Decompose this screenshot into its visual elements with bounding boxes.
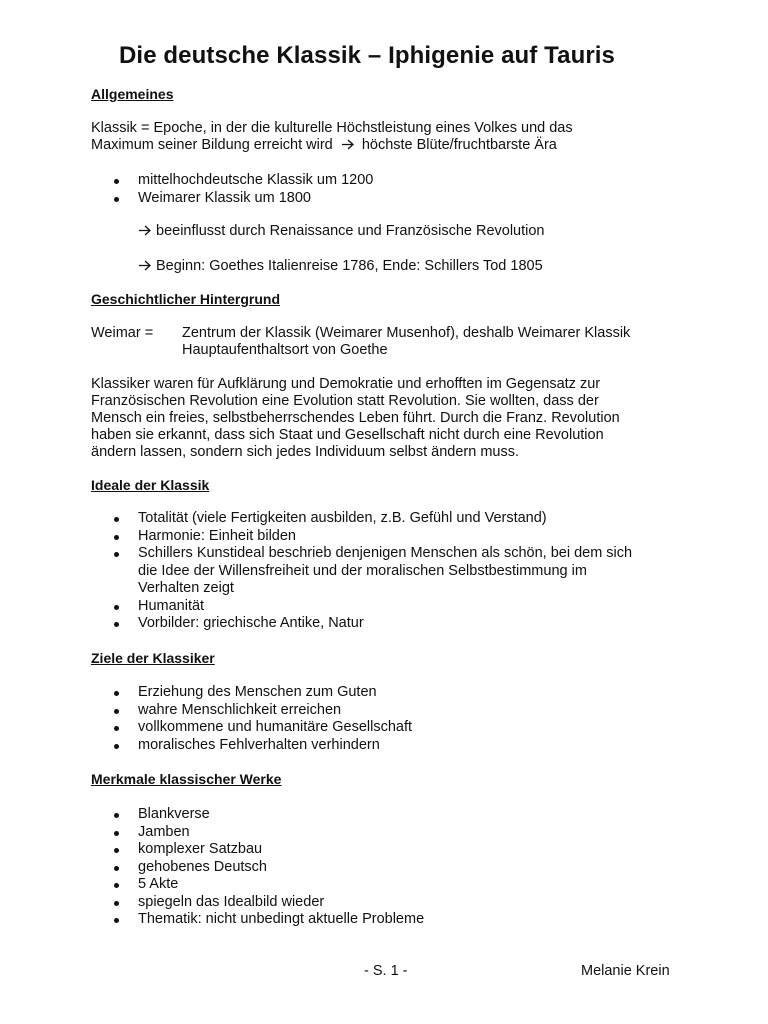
list-item: spiegeln das Idealbild wieder: [91, 894, 424, 912]
klassik-definition-line2: [91, 137, 557, 154]
list-item: Blankverse: [91, 806, 424, 824]
heading-merkmale: Merkmale klassischer Werke: [91, 771, 282, 787]
list-item: mittelhochdeutsche Klassik um 1200: [91, 172, 373, 190]
arrow-right-icon: [138, 260, 152, 271]
list-item: 5 Akte: [91, 876, 424, 894]
bullet-icon: [114, 744, 119, 749]
definition-line2-b: höchste Blüte/fruchtbarste Ära: [361, 137, 557, 153]
paragraph-line: haben sie erkannt, dass sich Staat und Gesellschaft nicht durch eine Revolution: [91, 427, 604, 443]
heading-geschichte: Geschichtlicher Hintergrund: [91, 291, 281, 307]
list-item: Weimarer Klassik um 1800: [91, 190, 373, 208]
heading-allgemeines: Allgemeines: [91, 86, 174, 102]
bullet-icon: [114, 605, 119, 610]
bullet-icon: [114, 883, 119, 888]
list-item-continuation: die Idee der Willensfreiheit und der moralischen Selbstbestimmung im: [138, 562, 587, 579]
bullet-icon: [114, 622, 119, 627]
list-item: Humanität: [91, 598, 632, 616]
list-item: Schillers Kunstideal beschrieb denjenigen Menschen als schön, bei dem sich: [91, 545, 632, 563]
heading-ziele: Ziele der Klassiker: [91, 650, 215, 666]
list-item: Jamben: [91, 824, 424, 842]
list-item: Harmonie: Einheit bilden: [91, 528, 632, 546]
definition-line1: Zentrum der Klassik (Weimarer Musenhof), deshalb Weimarer Klassik: [182, 325, 631, 341]
page-number: - S. 1 -: [364, 963, 408, 979]
bullet-icon: [114, 918, 119, 923]
arrow-note-influence: beeinflusst durch Renaissance und Französische Revolution: [138, 223, 545, 240]
list-item: moralisches Fehlverhalten verhindern: [91, 737, 412, 755]
bullet-icon: [114, 552, 119, 557]
list-item: Vorbilder: griechische Antike, Natur: [91, 615, 632, 633]
paragraph-line: Französischen Revolution eine Evolution statt Revolution. Sie wollten, dass der: [91, 393, 599, 409]
list-item: Thematik: nicht unbedingt aktuelle Probleme: [91, 911, 424, 929]
list-item: komplexer Satzbau: [91, 841, 424, 859]
paragraph-line: Mensch ein freies, selbstbeherrschendes Leben führt. Durch die Franz. Revolution: [91, 410, 620, 426]
bullet-icon: [114, 901, 119, 906]
bullet-icon: [114, 709, 119, 714]
klassik-definition-line1: Klassik = Epoche, in der die kulturelle Höchstleistung eines Volkes und das: [91, 120, 573, 136]
paragraph-line: Klassiker waren für Aufklärung und Demokratie und erhofften im Gegensatz zur: [91, 376, 601, 392]
author-name: Melanie Krein: [581, 963, 670, 979]
merkmale-bullet-list: [91, 806, 424, 929]
page-title: Die deutsche Klassik – Iphigenie auf Tauris: [119, 42, 616, 69]
heading-ideale: Ideale der Klassik: [91, 477, 210, 493]
definition-term: Weimar =: [91, 325, 154, 341]
bullet-icon: [114, 813, 119, 818]
list-item: vollkommene und humanitäre Gesellschaft: [91, 719, 412, 737]
bullet-icon: [114, 691, 119, 696]
list-item-continuation: Verhalten zeigt: [138, 580, 234, 596]
arrow-right-icon: [341, 139, 355, 150]
list-item: wahre Menschlichkeit erreichen: [91, 702, 412, 720]
list-item: Erziehung des Menschen zum Guten: [91, 684, 412, 702]
bullet-icon: [114, 831, 119, 836]
ziele-bullet-list: [91, 684, 412, 754]
ideale-bullet-list: [91, 510, 632, 633]
bullet-icon: [114, 517, 119, 522]
bullet-icon: [114, 197, 119, 202]
allgemeines-bullet-list: [91, 172, 373, 207]
definition-line2-a: Maximum seiner Bildung erreicht wird: [91, 137, 333, 153]
bullet-icon: [114, 866, 119, 871]
arrow-note-dates: Beginn: Goethes Italienreise 1786, Ende: Schillers Tod 1805: [138, 258, 543, 275]
bullet-icon: [114, 535, 119, 540]
paragraph-line: ändern lassen, sondern sich jedes Individuum selbst ändern muss.: [91, 444, 519, 460]
bullet-icon: [114, 179, 119, 184]
bullet-icon: [114, 726, 119, 731]
definition-line2: Hauptaufenthaltsort von Goethe: [182, 342, 388, 358]
bullet-icon: [114, 848, 119, 853]
list-item: Totalität (viele Fertigkeiten ausbilden, z.B. Gefühl und Verstand): [91, 510, 632, 528]
list-item: gehobenes Deutsch: [91, 859, 424, 877]
arrow-right-icon: [138, 225, 152, 236]
